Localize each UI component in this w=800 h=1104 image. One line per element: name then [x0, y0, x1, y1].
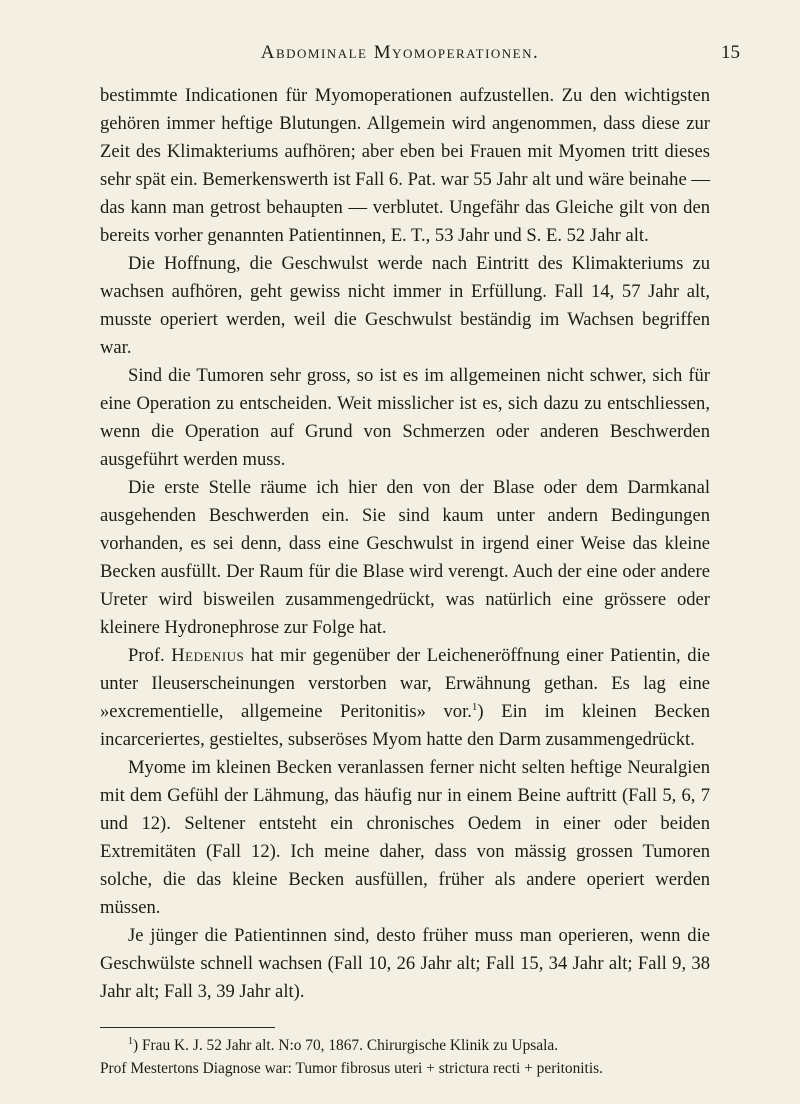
paragraph-1: bestimmte Indicationen für Myomoperationen aufzustellen. Zu den wichtigsten gehören immer heftige Blutungen. Allgemein wird angenommen, dass diese zur Zeit des Klimakteriums aufhören; aber eben bei Frauen mit Myomen tritt dieses sehr spät ein. Bemerkenswerth ist Fall 6. Pat. war 55 Jahr alt und wäre beinahe — das kann man getrost behaupten — verblutet. Ungefähr das Gleiche gilt von den bereits vorher genannten Patientinnen, E. T., 53 Jahr und S. E. 52 Jahr alt. — [100, 85, 710, 246]
footnote — [100, 1034, 710, 1080]
footnote-line-1-text: ) Frau K. J. 52 Jahr alt. N:o 70, 1867. Chirurgische Klinik zu Upsala. — [133, 1037, 559, 1054]
footnote-divider — [100, 1027, 275, 1028]
paragraph-2: Die Hoffnung, die Geschwulst werde nach Eintritt des Klimakteriums zu wachsen aufhören, geht gewiss nicht immer in Erfüllung. Fall 14, 57 Jahr alt, musste operiert werden, weil die Geschwulst beständig im Wachsen begriffen war. — [100, 253, 710, 358]
author-name-hedenius: Hedenius — [171, 645, 245, 666]
paragraph-5-text-a: hat mir gegenüber der Leicheneröffnung einer Patientin, die unter Ileuserscheinungen verstorben war, Erwähnung gethan. Es lag eine »excrementielle, allgemeine Peritonitis» vor. — [100, 645, 710, 722]
paragraph-7: Je jünger die Patientinnen sind, desto früher muss man operieren, wenn die Geschwülste schnell wachsen (Fall 10, 26 Jahr alt; Fall 15, 34 Jahr alt; Fall 9, 38 Jahr alt; Fall 3, 39 Jahr alt). — [100, 925, 710, 1002]
footnote-line-2: Prof Mestertons Diagnose war: Tumor fibrosus uteri + strictura recti + peritonitis. — [100, 1060, 603, 1077]
paragraph-6: Myome im kleinen Becken veranlassen ferner nicht selten heftige Neuralgien mit dem Gefühl der Lähmung, das häufig nur in einem Beine auftritt (Fall 5, 6, 7 und 12). Seltener entsteht ein chronisches Oedem in einer oder beiden Extremitäten (Fall 12). Ich meine daher, dass von mässig grossen Tumoren solche, die das kleine Becken ausfüllen, früher als andere operiert werden müssen. — [100, 757, 710, 918]
paragraph-5-text-b: ) Ein im kleinen Becken incarceriertes, gestieltes, subseröses Myom hatte den Darm zusammengedrückt. — [100, 701, 710, 750]
paragraph-4: Die erste Stelle räume ich hier den von der Blase oder dem Darmkanal ausgehenden Beschwerden ein. Sie sind kaum unter andern Bedingungen vorhanden, es sei denn, dass eine Geschwulst in irgend einer Weise das kleine Becken ausfüllt. Der Raum für die Blase wird verengt. Auch der eine oder andere Ureter wird bisweilen zusammengedrückt, was natürlich eine grössere oder kleinere Hydronephrose zur Folge hat. — [100, 477, 710, 638]
body-text — [100, 82, 710, 1006]
footnote-line-1 — [100, 1034, 710, 1057]
running-title: Abdominale Myomoperationen. — [260, 42, 540, 63]
footnote-mark: 1 — [128, 1035, 133, 1047]
paragraph-5 — [100, 642, 710, 754]
paragraph-5-prefix: Prof. — [128, 645, 172, 666]
page-number: 15 — [721, 42, 740, 63]
running-header — [60, 38, 740, 68]
footnote-reference[interactable]: 1 — [471, 700, 478, 713]
paragraph-3: Sind die Tumoren sehr gross, so ist es im allgemeinen nicht schwer, sich für eine Operation zu entscheiden. Weit misslicher ist es, sich dazu zu entschliessen, wenn die Operation auf Grund von Schmerzen oder anderen Beschwerden ausgeführt werden muss. — [100, 365, 710, 470]
